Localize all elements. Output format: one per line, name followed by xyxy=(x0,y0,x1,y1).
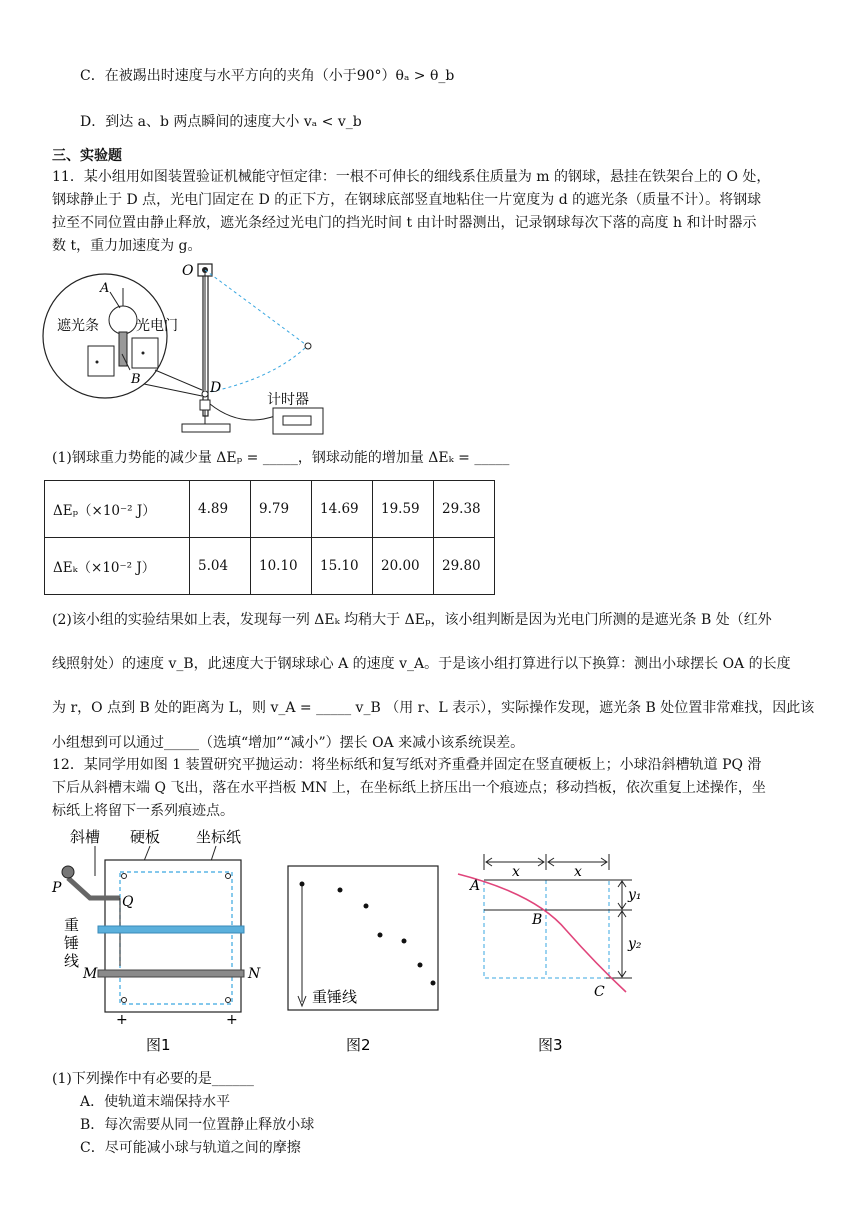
label-y-2: y₂ xyxy=(628,936,642,952)
label-paper: 坐标纸 xyxy=(196,828,242,846)
label-M: M xyxy=(83,966,98,982)
table-cell: 10.10 xyxy=(251,538,312,595)
label-x-1: x xyxy=(512,864,520,880)
table-row xyxy=(45,481,495,538)
table-cell: 4.89 xyxy=(190,481,251,538)
table-row xyxy=(45,538,495,595)
label-x-2: x xyxy=(574,864,582,880)
q10-option-c: C．在被踢出时速度与水平方向的夹角（小于90°）θₐ > θ_b xyxy=(80,68,455,84)
plus-sign: + xyxy=(116,1012,128,1028)
q11-line-4: 数 t，重力加速度为 g。 xyxy=(52,238,202,254)
q12-option-b: B．每次需要从同一位置静止释放小球 xyxy=(80,1117,315,1133)
label-gate: 光电门 xyxy=(136,318,178,334)
label-plumb-2: 锤 xyxy=(64,934,80,952)
label-Q: Q xyxy=(122,894,134,910)
q12-figure-1 xyxy=(50,826,270,1056)
table-cell: 9.79 xyxy=(251,481,312,538)
q11-part-2-line-1: (2)该小组的实验结果如上表，发现每一列 ΔEₖ 均稍大于 ΔEₚ，该小组判断是因为光电门所测的是遮光条 B 处（红外 xyxy=(52,612,772,628)
q12-line-1: 12．某同学用如图 1 装置研究平抛运动：将坐标纸和复写纸对齐重叠并固定在竖直硬板上；小球沿斜槽轨道 PQ 滑 xyxy=(52,757,762,773)
q12-option-a: A．使轨道末端保持水平 xyxy=(80,1094,231,1110)
label-plumb-3: 线 xyxy=(64,952,80,970)
q11-line-3: 拉至不同位置由静止释放，遮光条经过光电门的挡光时间 t 由计时器测出，记录钢球每次下落的高度 h 和计时器示 xyxy=(52,215,757,231)
label-y-1: y₁ xyxy=(628,887,642,903)
q11-part-2-line-4: 小组想到可以通过_____（选填“增加”“减小”）摆长 OA 来减小该系统误差。 xyxy=(52,735,525,751)
table-cell: 14.69 xyxy=(312,481,373,538)
plus-sign: + xyxy=(226,1012,238,1028)
label-N: N xyxy=(248,966,261,982)
label-P: P xyxy=(52,880,62,896)
q11-part-2-line-3: 为 r，O 点到 B 处的距离为 L，则 v_A = _____ v_B （用 r、L 表示），实际操作发现，遮光条 B 处位置非常难找，因此该 xyxy=(52,700,815,716)
q11-line-2: 钢球静止于 D 点，光电门固定在 D 的正下方，在钢球底部竖直地粘住一片宽度为 d 的遮光条（质量不计）。将钢球 xyxy=(52,192,762,208)
table-header-ek: ΔEₖ（×10⁻² J） xyxy=(45,538,190,595)
label-shade: 遮光条 xyxy=(57,318,99,334)
table-header-ep: ΔEₚ（×10⁻² J） xyxy=(45,481,190,538)
q12-figure-3 xyxy=(456,852,656,1056)
section-title: 三、实验题 xyxy=(52,148,122,164)
energy-table xyxy=(44,480,495,595)
label-chute: 斜槽 xyxy=(70,828,101,846)
table-cell: 5.04 xyxy=(190,538,251,595)
table-cell: 29.80 xyxy=(434,538,495,595)
label-A: A xyxy=(100,281,110,296)
fig3-caption: 图3 xyxy=(538,1036,563,1054)
q12-option-c: C．尽可能减小球与轨道之间的摩擦 xyxy=(80,1140,301,1156)
label-D: D xyxy=(210,380,222,396)
q12-line-3: 标纸上将留下一系列痕迹点。 xyxy=(52,803,234,819)
label-timer: 计时器 xyxy=(267,392,309,408)
label-B: B xyxy=(131,372,141,387)
q11-part-1: (1)钢球重力势能的减少量 ΔEₚ = _____，钢球动能的增加量 ΔEₖ = _____ xyxy=(52,450,510,466)
table-cell: 15.10 xyxy=(312,538,373,595)
q10-option-d: D．到达 a、b 两点瞬间的速度大小 vₐ < v_b xyxy=(80,114,362,130)
q12-part-1: (1)下列操作中有必要的是______ xyxy=(52,1071,254,1087)
label-O: O xyxy=(182,263,194,279)
q11-apparatus-figure xyxy=(40,258,340,440)
label-A-fig3: A xyxy=(470,878,481,894)
fig1-caption: 图1 xyxy=(146,1036,171,1054)
label-B-fig3: B xyxy=(532,912,543,928)
label-plumb-1: 重 xyxy=(64,916,80,934)
label-C-fig3: C xyxy=(594,984,605,1000)
q11-part-2-line-2: 线照射处）的速度 v_B，此速度大于钢球球心 A 的速度 v_A。于是该小组打算进行以下换算：测出小球摆长 OA 的长度 xyxy=(52,656,791,672)
table-cell: 29.38 xyxy=(434,481,495,538)
q12-line-2: 下后从斜槽末端 Q 飞出，落在水平挡板 MN 上，在坐标纸上挤压出一个痕迹点；移动挡板，依次重复上述操作，坐 xyxy=(52,780,766,796)
label-plumb-fig2: 重锤线 xyxy=(312,988,358,1006)
fig2-caption: 图2 xyxy=(346,1036,371,1054)
label-board: 硬板 xyxy=(130,828,161,846)
q12-figure-2 xyxy=(284,860,444,1056)
table-cell: 20.00 xyxy=(373,538,434,595)
table-cell: 19.59 xyxy=(373,481,434,538)
q11-line-1: 11．某小组用如图装置验证机械能守恒定律：一根不可伸长的细线系住质量为 m 的钢球，悬挂在铁架台上的 O 处， xyxy=(52,169,771,185)
